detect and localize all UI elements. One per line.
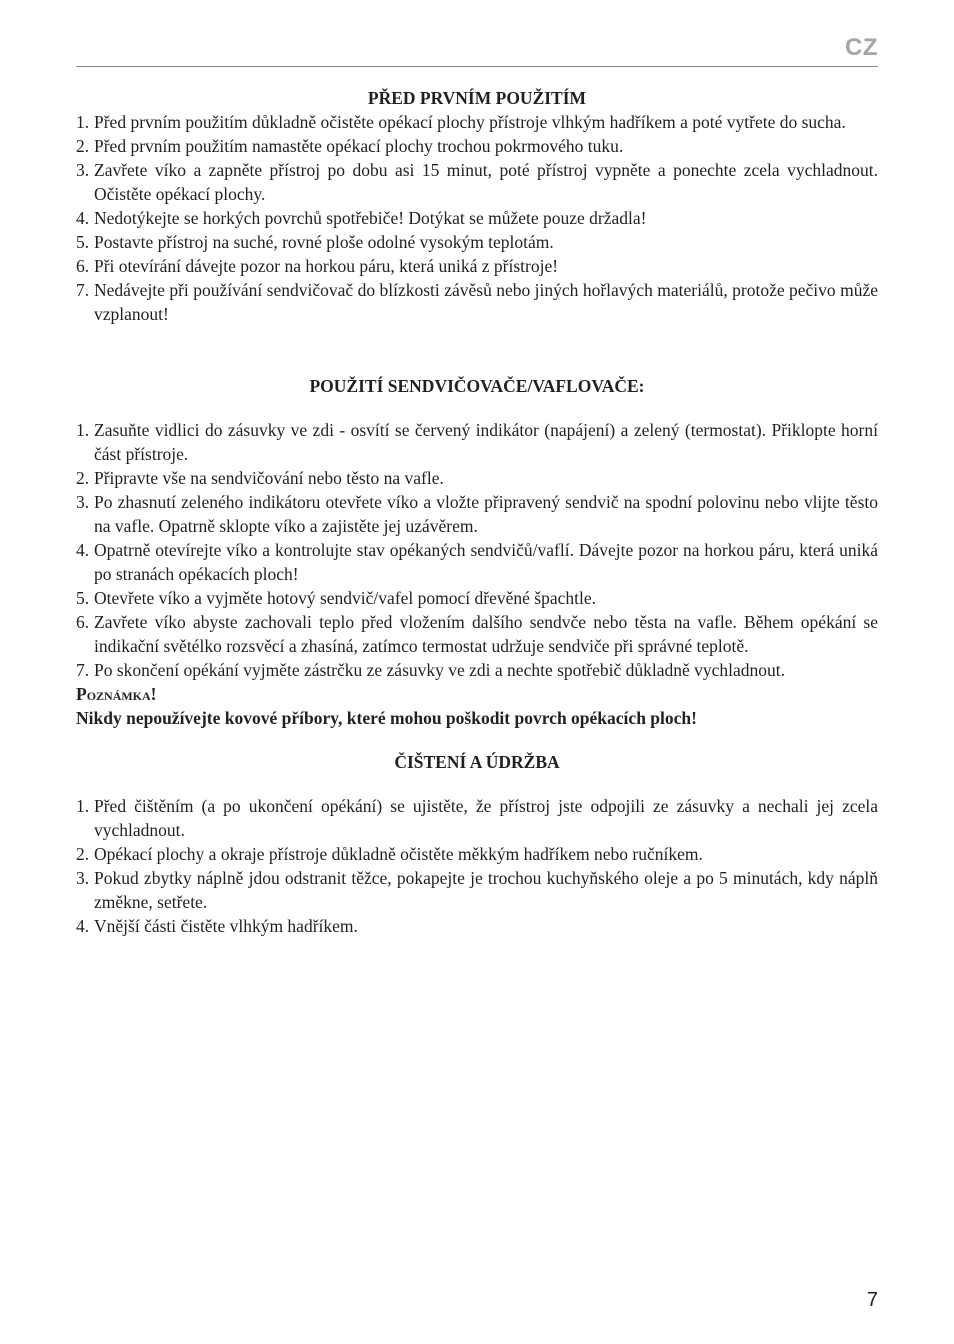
section-title-usage: POUŽITÍ SENDVIČOVAČE/VAFLOVAČE:	[309, 376, 645, 396]
list-item: 3. Pokud zbytky náplně jdou odstranit těžce, pokapejte je trochou kuchyňského oleje a po 5 minutách, kdy náplň změkne, setřete.	[76, 868, 878, 912]
list-item: 7. Po skončení opékání vyjměte zástrčku ze zásuvky ve zdi a nechte spotřebič důkladně vychladnout.	[76, 660, 786, 680]
list-item: 4. Nedotýkejte se horkých povrchů spotřebiče! Dotýkat se můžete pouze držadla!	[76, 208, 647, 228]
list-item: 5. Otevřete víko a vyjměte hotový sendvič/vafel pomocí dřevěné špachtle.	[76, 588, 596, 608]
note-warning: Nikdy nepoužívejte kovové příbory, které mohou poškodit povrch opékacích ploch!	[76, 708, 697, 728]
note-label: Poznámka!	[76, 684, 157, 704]
list-item: 5. Postavte přístroj na suché, rovné ploše odolné vysokým teplotám.	[76, 232, 554, 252]
list-item: 1. Před čištěním (a po ukončení opékání) se ujistěte, že přístroj jste odpojili ze zásuvky a nechali jej zcela vychladnout.	[76, 796, 878, 840]
page-number: 7	[866, 1289, 878, 1311]
list-item: 3. Po zhasnutí zeleného indikátoru otevřete víko a vložte připravený sendvič na spodní polovinu nebo vlijte těsto na vafle. Opatrně sklopte víko a zajistěte jej uzávěrem.	[76, 492, 878, 536]
section-title-cleaning: ČIŠTENÍ A ÚDRŽBA	[394, 752, 560, 772]
list-item: 2. Před prvním použitím namastěte opékací plochy trochou pokrmového tuku.	[76, 136, 624, 156]
cleaning-list	[76, 794, 878, 938]
usage-list	[76, 418, 878, 682]
section-title-first-use: PŘED PRVNÍM POUŽITÍM	[367, 88, 587, 108]
list-item: 2. Opékací plochy a okraje přístroje důkladně očistěte měkkým hadříkem nebo ručníkem.	[76, 844, 703, 864]
list-item: 6. Zavřete víko abyste zachovali teplo před vložením dalšího sendvče nebo těsta na vafle. Během opékání se indikační světélko rozsvěcí a zhasíná, zatímco termostat udržuje sendviče při správné teplotě.	[76, 612, 878, 656]
list-item: 4. Opatrně otevírejte víko a kontrolujte stav opékaných sendvičů/vaflí. Dávejte pozor na horkou páru, která uniká po stranách opékacích ploch!	[76, 540, 878, 584]
list-item: 7. Nedávejte při používání sendvičovač do blízkosti závěsů nebo jiných hořlavých materiálů, protože pečivo může vzplanout!	[76, 280, 878, 324]
page-content	[76, 86, 878, 938]
first-use-list	[76, 110, 878, 326]
list-item: 2. Připravte vše na sendvičování nebo těsto na vafle.	[76, 468, 444, 488]
list-item: 4. Vnější části čistěte vlhkým hadříkem.	[76, 916, 358, 936]
list-item: 1. Zasuňte vidlici do zásuvky ve zdi - osvítí se červený indikátor (napájení) a zelený (termostat). Přiklopte horní část přístroje.	[76, 420, 878, 464]
language-code: CZ	[845, 34, 878, 61]
list-item: 1. Před prvním použitím důkladně očistěte opékací plochy přístroje vlhkým hadříkem a poté vytřete do sucha.	[76, 112, 846, 132]
header-rule	[76, 66, 878, 67]
list-item: 6. Při otevírání dávejte pozor na horkou páru, která uniká z přístroje!	[76, 256, 559, 276]
list-item: 3. Zavřete víko a zapněte přístroj po dobu asi 15 minut, poté přístroj vypněte a ponechte zcela vychladnout. Očistěte opékací plochy.	[76, 160, 878, 204]
